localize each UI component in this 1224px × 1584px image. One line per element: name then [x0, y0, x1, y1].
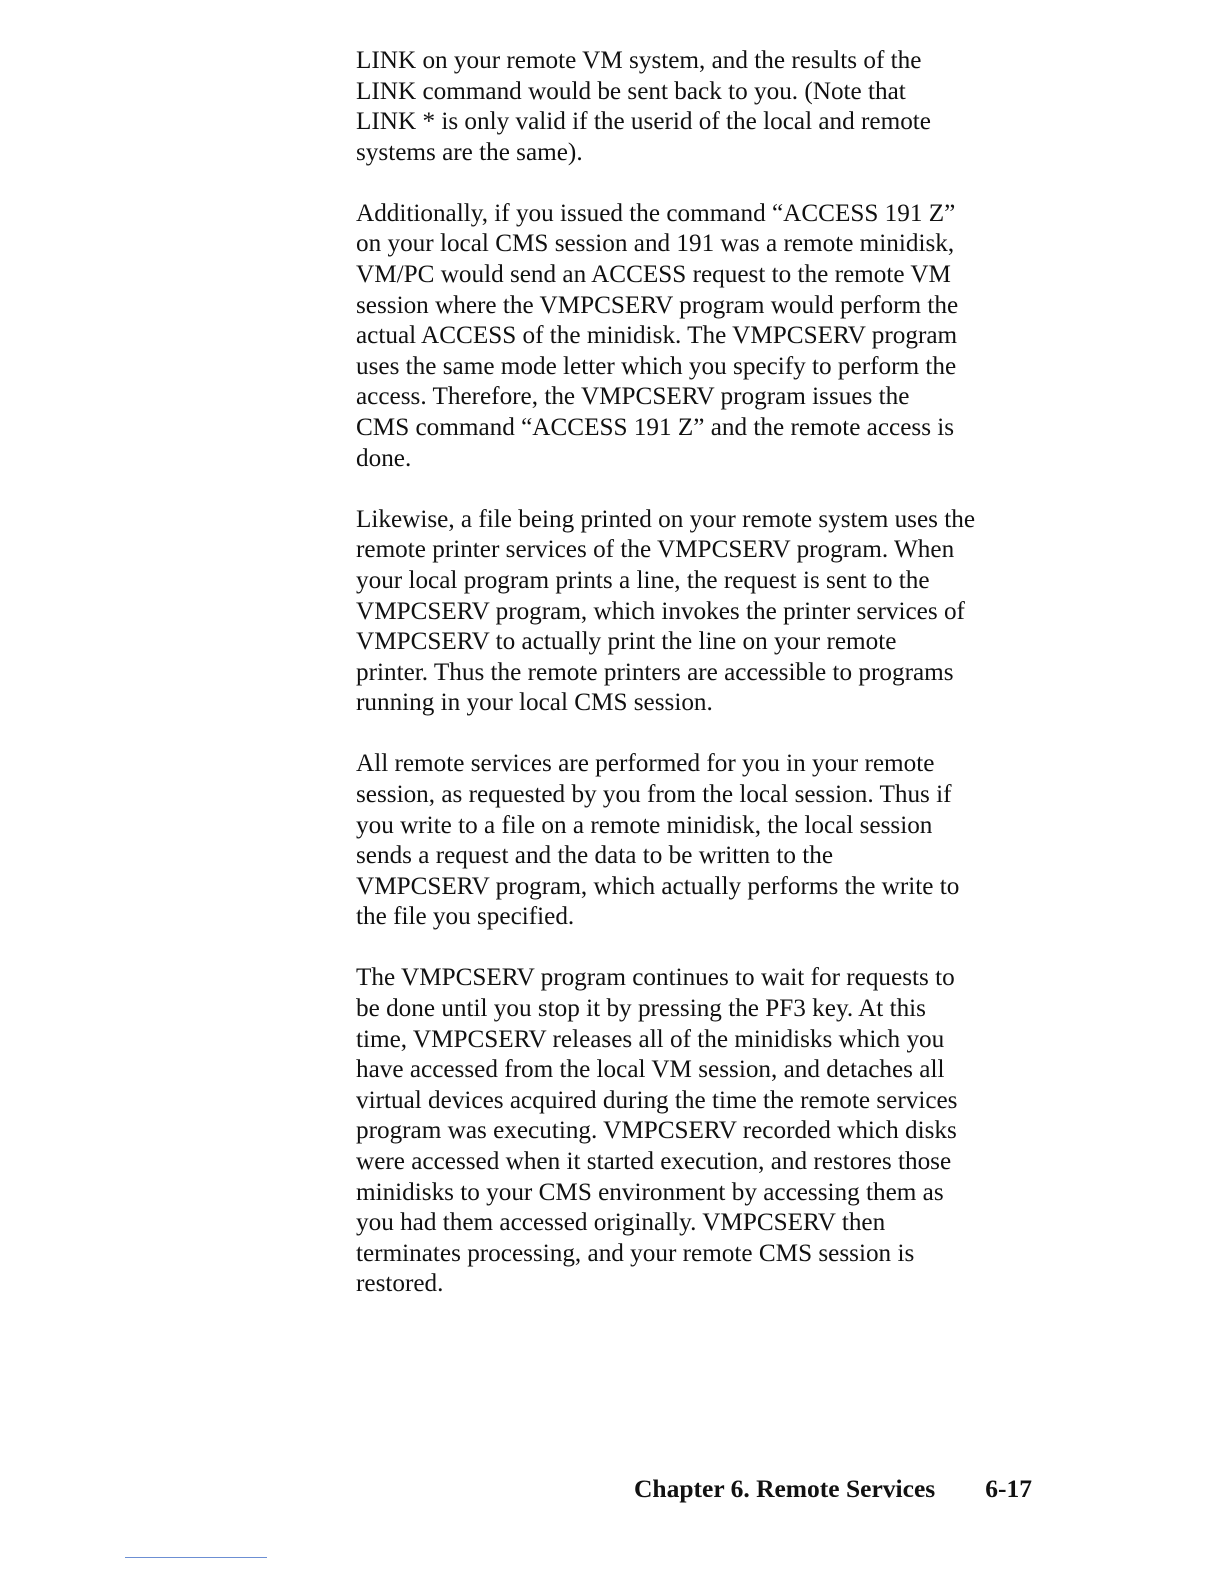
paragraph-access-command [356, 199, 1046, 474]
text-line: systems are the same). [356, 138, 583, 166]
text-line: minidisks to your CMS environment by accessing them as [356, 1178, 944, 1206]
text-line: remote printer services of the VMPCSERV program. When [356, 536, 955, 564]
paragraph-link-results [356, 46, 1046, 168]
page-footer [634, 1472, 1034, 1506]
text-line: All remote services are performed for you in your remote [356, 750, 935, 778]
text-line: Additionally, if you issued the command “ACCESS 191 Z” [356, 199, 956, 227]
text-line: have accessed from the local VM session, and detaches all [356, 1056, 945, 1084]
text-line: on your local CMS session and 191 was a remote minidisk, [356, 230, 955, 258]
text-line: actual ACCESS of the minidisk. The VMPCSERV program [356, 322, 958, 350]
corner-rule-divider [125, 1557, 267, 1558]
text-line: the file you specified. [356, 903, 575, 931]
text-line: your local program prints a line, the request is sent to the [356, 566, 930, 594]
document-body [356, 46, 1046, 1330]
text-line: done. [356, 444, 412, 472]
text-line: VM/PC would send an ACCESS request to the remote VM [356, 261, 951, 289]
text-line: you had them accessed originally. VMPCSERV then [356, 1209, 886, 1237]
text-line: session, as requested by you from the local session. Thus if [356, 780, 952, 808]
paragraph-remote-services [356, 749, 1046, 933]
text-line: access. Therefore, the VMPCSERV program issues the [356, 383, 910, 411]
text-line: were accessed when it started execution, and restores those [356, 1148, 952, 1175]
text-line: VMPCSERV program, which actually performs the write to [356, 872, 960, 900]
text-line: terminates processing, and your remote CMS session is [356, 1239, 915, 1267]
text-line: be done until you stop it by pressing the PF3 key. At this [356, 995, 926, 1023]
text-line: uses the same mode letter which you specify to perform the [356, 352, 957, 380]
page-number: 6-17 [985, 1474, 1032, 1503]
text-line: you write to a file on a remote minidisk, the local session [356, 811, 933, 839]
text-line: The VMPCSERV program continues to wait for requests to [356, 964, 955, 992]
text-line: CMS command “ACCESS 191 Z” and the remote access is [356, 414, 955, 442]
text-line: LINK on your remote VM system, and the results of the [356, 47, 922, 74]
text-line: LINK command would be sent back to you. (Note that [356, 77, 906, 105]
text-line: Likewise, a file being printed on your remote system uses the [356, 505, 976, 533]
paragraph-remote-printing [356, 505, 1046, 719]
text-line: restored. [356, 1270, 444, 1298]
paragraph-pf3-termination [356, 963, 1046, 1300]
text-line: LINK * is only valid if the userid of the local and remote [356, 108, 931, 136]
text-line: printer. Thus the remote printers are accessible to programs [356, 658, 954, 686]
text-line: VMPCSERV program, which invokes the printer services of [356, 597, 965, 625]
chapter-title: Chapter 6. Remote Services [634, 1474, 936, 1503]
text-line: VMPCSERV to actually print the line on your remote [356, 628, 897, 656]
text-line: program was executing. VMPCSERV recorded which disks [356, 1117, 957, 1145]
text-line: session where the VMPCSERV program would perform the [356, 291, 959, 319]
text-line: time, VMPCSERV releases all of the minidisks which you [356, 1025, 945, 1053]
text-line: sends a request and the data to be written to the [356, 842, 834, 870]
text-line: running in your local CMS session. [356, 689, 713, 717]
text-line: virtual devices acquired during the time the remote services [356, 1086, 958, 1114]
